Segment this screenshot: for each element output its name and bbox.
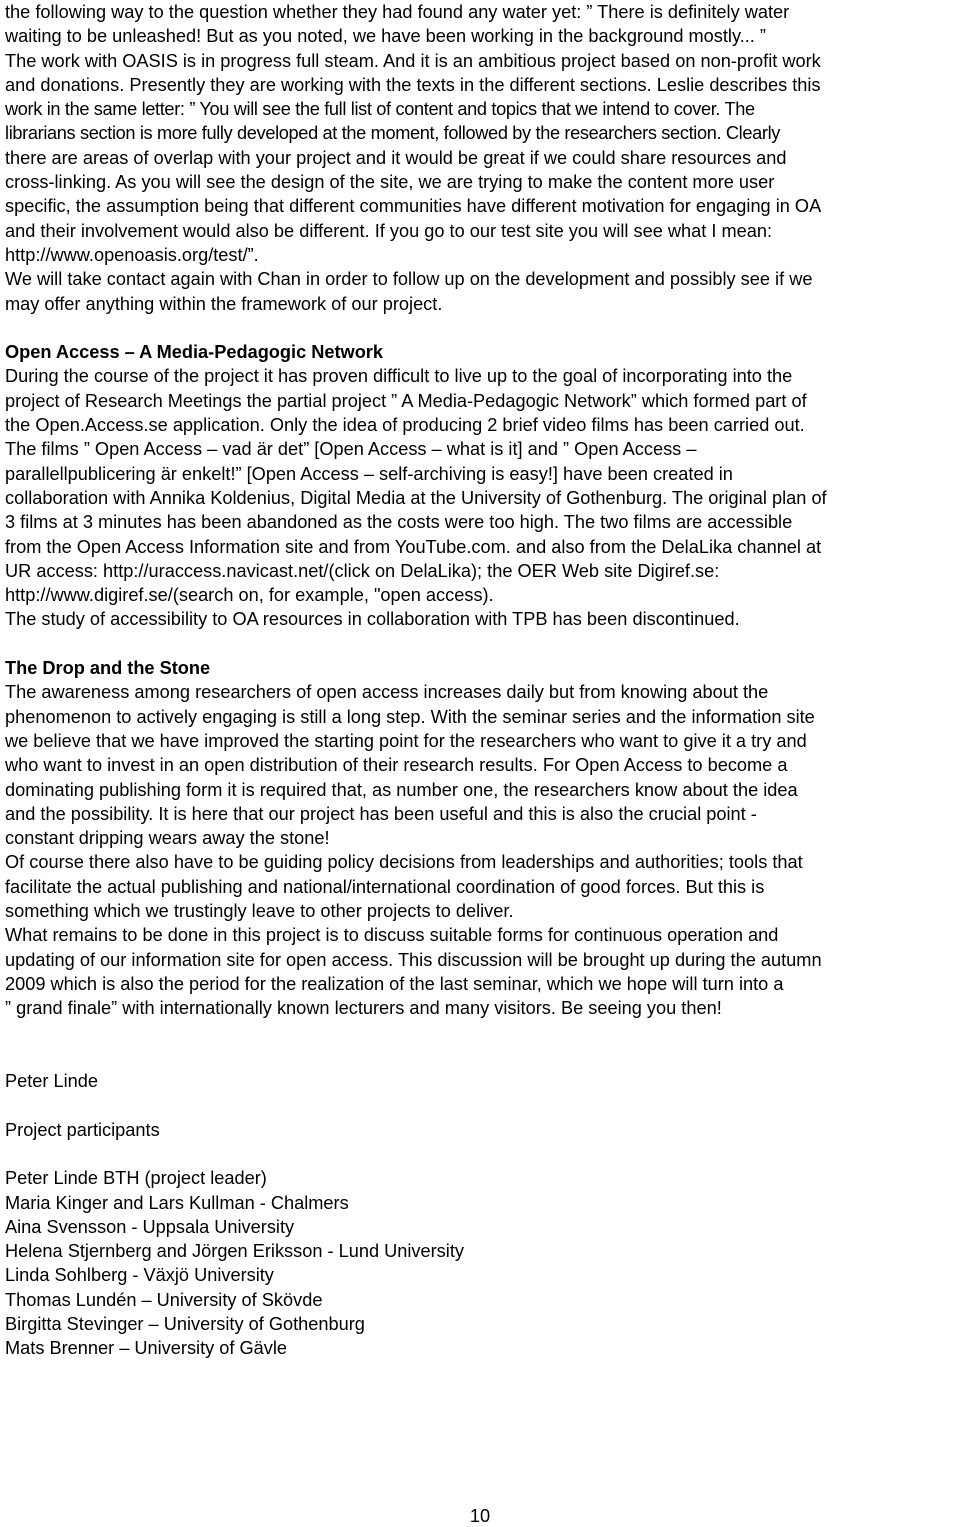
- text-line: work in the same letter: ” You will see the full list of content and topics that we intend to cover. The: [5, 99, 755, 120]
- text-line: cross-linking. As you will see the design of the site, we are trying to make the content more user: [5, 172, 775, 193]
- text-line: facilitate the actual publishing and national/international coordination of good forces. But this is: [5, 876, 765, 897]
- paragraph-gap: [5, 316, 955, 340]
- participant-item: Peter Linde BTH (project leader): [5, 1168, 267, 1189]
- text-line: The films ” Open Access – vad är det” [Open Access – what is it] and ” Open Access –: [5, 439, 697, 460]
- text-line: the following way to the question whether they had found any water yet: ” There is definitely water: [5, 2, 790, 22]
- text-line: constant dripping wears away the stone!: [5, 828, 330, 849]
- paragraph-gap: [5, 632, 955, 656]
- participant-item: Helena Stjernberg and Jörgen Eriksson - Lund University: [5, 1241, 464, 1262]
- text-line: http://www.digiref.se/(search on, for example, "open access).: [5, 585, 494, 606]
- page-number: 10: [469, 1506, 491, 1526]
- paragraph-gap: [5, 1142, 955, 1166]
- text-line: project of Research Meetings the partial project ” A Media-Pedagogic Network” which formed part of: [5, 390, 807, 411]
- text-line: ” grand finale” with internationally known lecturers and many visitors. Be seeing you then!: [5, 998, 722, 1019]
- text-line: 3 films at 3 minutes has been abandoned as the costs were too high. The two films are accessible: [5, 512, 793, 533]
- intro-section: [5, 0, 955, 316]
- text-line: The awareness among researchers of open access increases daily but from knowing about the: [5, 682, 769, 703]
- text-line: the Open.Access.se application. Only the idea of producing 2 brief video films has been carried out.: [5, 415, 805, 436]
- paragraph-gap: [5, 1093, 955, 1117]
- text-line: something which we trustingly leave to other projects to deliver.: [5, 900, 514, 921]
- text-line: and their involvement would also be different. If you go to our test site you will see what I mean:: [5, 220, 772, 241]
- text-line: we believe that we have improved the starting point for the researchers who want to give it a try and: [5, 730, 807, 751]
- text-line: During the course of the project it has proven difficult to live up to the goal of incorporating into the: [5, 366, 793, 387]
- text-line: UR access: http://uraccess.navicast.net/(click on DelaLika); the OER Web site Digiref.se:: [5, 560, 720, 581]
- text-line: and donations. Presently they are working with the texts in the different sections. Leslie describes this: [5, 74, 821, 95]
- participant-item: Linda Sohlberg - Växjö University: [5, 1265, 274, 1286]
- participant-item: Thomas Lundén – University of Skövde: [5, 1289, 323, 1310]
- participants-label: Project participants: [5, 1119, 160, 1140]
- text-line: specific, the assumption being that different communities have different motivation for engaging in OA: [5, 196, 822, 217]
- text-line: The work with OASIS is in progress full steam. And it is an ambitious project based on non-profit work: [5, 50, 821, 71]
- signature-section: [5, 1069, 955, 1361]
- paragraph-gap: [5, 1020, 955, 1069]
- text-line: We will take contact again with Chan in order to follow up on the development and possibly see if we: [5, 269, 813, 290]
- text-line: librarians section is more fully developed at the moment, followed by the researchers section. Clearly: [5, 123, 781, 144]
- text-line: who want to invest in an open distribution of their research results. For Open Access to become a: [5, 755, 788, 776]
- drop-and-stone-section: [5, 656, 955, 1020]
- participant-item: Birgitta Stevinger – University of Gothenburg: [5, 1314, 365, 1335]
- text-line: there are areas of overlap with your project and it would be great if we could share resources and: [5, 147, 787, 168]
- document-page: [5, 0, 955, 1361]
- media-pedagogic-section: [5, 340, 955, 632]
- text-line: waiting to be unleashed! But as you noted, we have been working in the background mostly... ”: [5, 26, 766, 47]
- participants-list: [5, 1166, 955, 1360]
- section-heading: The Drop and the Stone: [5, 658, 211, 679]
- author-name: Peter Linde: [5, 1071, 99, 1092]
- text-line: 2009 which is also the period for the realization of the last seminar, which we hope will turn into a: [5, 973, 784, 994]
- participant-item: Mats Brenner – University of Gävle: [5, 1338, 288, 1359]
- participant-item: Aina Svensson - Uppsala University: [5, 1216, 295, 1237]
- text-line: Of course there also have to be guiding policy decisions from leaderships and authorities; tools that: [5, 852, 803, 873]
- text-line: may offer anything within the framework of our project.: [5, 293, 443, 314]
- text-line: from the Open Access Information site and from YouTube.com. and also from the DelaLika channel at: [5, 536, 822, 557]
- text-line: and the possibility. It is here that our project has been useful and this is also the crucial point -: [5, 803, 757, 824]
- text-line: parallellpublicering är enkelt!” [Open Access – self-archiving is easy!] have been created in: [5, 463, 733, 484]
- section-heading: Open Access – A Media-Pedagogic Network: [5, 342, 384, 363]
- text-line: updating of our information site for open access. This discussion will be brought up during the autumn: [5, 949, 822, 970]
- text-line: collaboration with Annika Koldenius, Digital Media at the University of Gothenburg. The original plan of: [5, 487, 827, 508]
- participant-item: Maria Kinger and Lars Kullman - Chalmers: [5, 1192, 349, 1213]
- text-line: http://www.openoasis.org/test/”.: [5, 244, 259, 265]
- text-line: The study of accessibility to OA resources in collaboration with TPB has been discontinued.: [5, 609, 740, 630]
- text-line: dominating publishing form it is required that, as number one, the researchers know about the idea: [5, 779, 798, 800]
- text-line: What remains to be done in this project is to discuss suitable forms for continuous operation and: [5, 925, 779, 946]
- text-line: phenomenon to actively engaging is still a long step. With the seminar series and the information site: [5, 706, 815, 727]
